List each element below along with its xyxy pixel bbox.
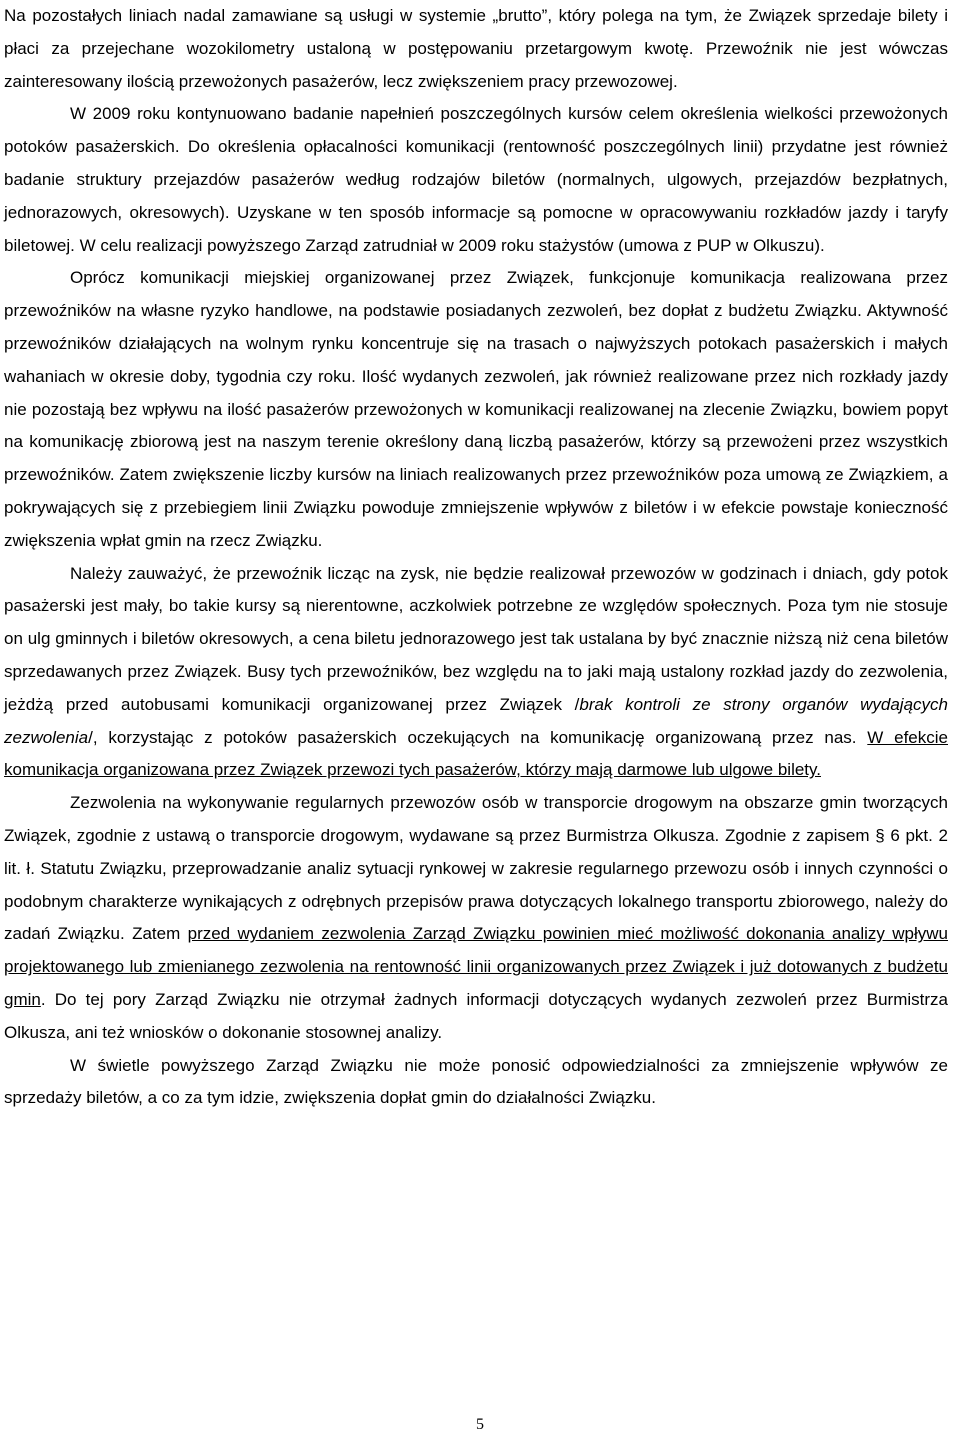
paragraph-4	[4, 558, 948, 788]
paragraph-5-text-b: . Do tej pory Zarząd Związku nie otrzymał żadnych informacji dotyczących wydanych zezwoleń przez Burmistrza Olkusza, ani też wniosków o dokonanie stosownej analizy.	[4, 989, 948, 1042]
paragraph-4-underlined: W efekcie komunikacja organizowana przez Związek przewozi tych pasażerów, którzy mają darmowe lub ulgowe bilety.	[4, 727, 948, 780]
paragraph-5-text-a: Zezwolenia na wykonywanie regularnych przewozów osób w transporcie drogowym na obszarze gmin tworzących Związek, zgodnie z ustawą o transporcie drogowym, wydawane są przez Burmistrza Olkusza. Zgodnie z zapisem § 6 pkt. 2 lit. ł. Statutu Związku, przeprowadzanie analiz sytuacji rynkowej w zakresie regularnego przewozu osób i innych czynności o podobnym charakterze wynikających z odrębnych przepisów prawa dotyczących lokalnego transportu zbiorowego, należy do zadań Związku. Zatem	[4, 793, 948, 944]
paragraph-6: W świetle powyższego Zarząd Związku nie może ponosić odpowiedzialności za zmniejszenie wpływów ze sprzedaży biletów, a co za tym idzie, zwiększenia dopłat gmin do działalności Związku.	[4, 1055, 948, 1108]
body-text	[4, 0, 948, 1115]
paragraph-5-underlined: przed wydaniem zezwolenia Zarząd Związku powinien mieć możliwość dokonania analizy wpływu projektowanego lub zmienianego zezwolenia na rentowność linii organizowanych przez Związek i już dotowanych z budżetu gmin	[4, 924, 948, 1009]
paragraph-4-text-b: /, korzystając z potoków pasażerskich oczekujących na komunikację organizowaną przez nas.	[88, 727, 868, 747]
page-number: 5	[476, 1416, 484, 1433]
paragraph-5	[4, 787, 948, 1049]
paragraph-2: W 2009 roku kontynuowano badanie napełnień poszczególnych kursów celem określenia wielkości przewożonych potoków pasażerskich. Do określenia opłacalności komunikacji (rentowność poszczególnych linii) przydatne jest również badanie struktury przejazdów pasażerów według rodzajów biletów (normalnych, ulgowych, przejazdów bezpłatnych, jednorazowych, okresowych). Uzyskane w ten sposób informacje są pomocne w opracowywaniu rozkładów jazdy i taryfy biletowej. W celu realizacji powyższego Zarząd zatrudniał w 2009 roku stażystów (umowa z PUP w Olkuszu).	[4, 104, 948, 255]
paragraph-4-italic: brak kontroli ze strony organów wydających zezwolenia	[4, 694, 948, 747]
paragraph-1: Na pozostałych liniach nadal zamawiane są usługi w systemie „brutto”, który polega na tym, że Związek sprzedaje bilety i płaci za przejechane wozokilometry ustaloną w postępowaniu przetargowym kwotę. Przewoźnik nie jest wówczas zainteresowany ilością przewożonych pasażerów, lecz zwiększeniem pracy przewozowej.	[4, 6, 948, 91]
paragraph-3: Oprócz komunikacji miejskiej organizowanej przez Związek, funkcjonuje komunikacja realizowana przez przewoźników na własne ryzyko handlowe, na podstawie posiadanych zezwoleń, bez dopłat z budżetu Związku. Aktywność przewoźników działających na wolnym rynku koncentruje się na trasach o najwyższych potokach pasażerskich i małych wahaniach w okresie doby, tygodnia czy roku. Ilość wydanych zezwoleń, jak również realizowane przez nich rozkłady jazdy nie pozostają bez wpływu na ilość pasażerów przewożonych w komunikacji realizowanej na zlecenie Związku, bowiem popyt na komunikację zbiorową jest na naszym terenie określony daną liczbą pasażerów, którzy są przewożeni przez wszystkich przewoźników. Zatem zwiększenie liczby kursów na liniach realizowanych przez przewoźników poza umową ze Związkiem, a pokrywających się z przebiegiem linii Związku powoduje zmniejszenie wpływów z biletów i w efekcie powstaje konieczność zwiększenia wpłat gmin na rzecz Związku.	[4, 268, 948, 550]
paragraph-4-text-a: Należy zauważyć, że przewoźnik licząc na zysk, nie będzie realizował przewozów w godzinach i dniach, gdy potok pasażerski jest mały, bo takie kursy są nierentowne, aczkolwiek potrzebne ze względów społecznych. Poza tym nie stosuje on ulg gminnych i biletów okresowych, a cena biletu jednorazowego jest tak ustalana by być znacznie niższą niż cena biletów sprzedawanych przez Związek. Busy tych przewoźników, bez względu na to jaki mają ustalony rozkład jazdy do zezwolenia, jeżdżą przed autobusami komunikacji organizowanej przez Związek /	[4, 563, 948, 714]
